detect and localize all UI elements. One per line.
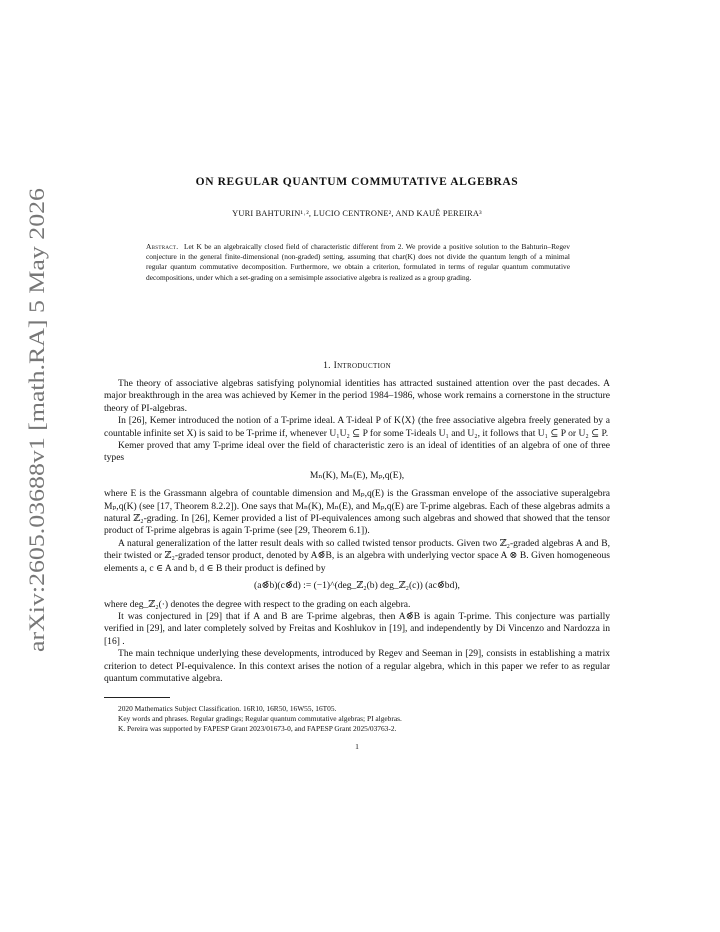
paragraph-6: where deg_ℤ₂(·) denotes the degree with respect to the grading on each algebra. — [104, 598, 411, 610]
abstract-label: Abstract. — [146, 242, 179, 251]
paragraph-8: The main technique underlying these developments, introduced by Regev and Seeman in [29], consists in establishing a matrix criterion to detect PI-equivalence. In this context arises the notion of a regular algebra, which in this paper we refer to as regular quantum commutative algebra. — [104, 648, 610, 684]
paragraph-3: Kemer proved that amy T-prime ideal over the field of characteristic zero is an ideal of identities of an algebra of one of three types — [104, 440, 610, 464]
section-heading: 1. Introduction — [323, 360, 391, 371]
display-equation-2: (a⊗̄b)(c⊗̄d) := (−1)^(deg_ℤ₂(b) deg_ℤ₂(c)) (ac⊗̄bd), — [254, 580, 460, 592]
footnote-msc: 2020 Mathematics Subject Classification. 16R10, 16R50, 16W55, 16T05. — [118, 704, 337, 713]
paragraph-7: It was conjectured in [29] that if A and B are T-prime algebras, then A⊗̄B is again T-prime. This conjecture was partially verified in [29], and later completely solved by Freitas and Koshlukov in [19], and independently by Di Vincenzo and Nardozza in [16] . — [104, 610, 610, 647]
footnote-funding: K. Pereira was supported by FAPESP Grant 2023/01673-0, and FAPESP Grant 2025/03763-2. — [118, 724, 397, 734]
footnote-rule — [104, 697, 170, 698]
arxiv-stamp-text: arXiv:2605.03688v1 [math.RA] 5 May 2026 — [24, 248, 49, 652]
paragraph-2: In [26], Kemer introduced the notion of a T-prime ideal. A T-ideal P of K⟨X⟩ (the free associative algebra freely generated by a countable infinite set X) is said to be T-prime if, whenever U₁U₂ ⊆ P for some T-ideals U₁ and U₂, it follows that U₁ ⊆ P or U₂ ⊆ P. — [104, 415, 610, 439]
paragraph-5: A natural generalization of the latter result deals with so called twisted tensor products. Given two ℤ₂-graded algebras A and B, their twisted or ℤ₂-graded tensor product, denoted by A⊗̄B, is an algebra with underlying vector space A ⊗ B. Given homogeneous elements a, c ∈ A and b, d ∈ B their product is defined by — [104, 537, 610, 574]
paper-title: ON REGULAR QUANTUM COMMUTATIVE ALGEBRAS — [195, 176, 519, 188]
section-body — [104, 378, 610, 685]
display-equation-1: Mₙ(K), Mₙ(E), Mₚ,q(E), — [309, 469, 405, 481]
abstract — [146, 242, 570, 283]
footnotes — [104, 704, 610, 735]
abstract-text: Let K be an algebraically closed field of characteristic different from 2. We provide a positive solution to the Bahturin–Regev conjecture in the general finite-dimensional (non-graded) setting, assuming that char(K) does not divide the quantum length of a minimal regular quantum commutative decomposition. Furthermore, we obtain a criterion, formulated in terms of regular quantum commutative decompositions, under which a set-grading on a semisimple associative algebra is realized as a group grading. — [146, 242, 570, 282]
arxiv-identifier-stamp — [4, 180, 64, 660]
paragraph-4: where E is the Grassmann algebra of countable dimension and Mₚ,q(E) is the Grassman envelope of the associative superalgebra Mₚ,q(K) (see [17, Theorem 8.2.2]). One says that Mₙ(K), Mₙ(E), and Mₚ,q(E) are T-prime algebras. Each of these algebras admits a natural ℤ₂-grading. In [26], Kemer provided a list of PI-equivalences among such algebras and showed that showed that the tensor product of T-prime algebras is again T-prime (see [29, Theorem 6.1]). — [104, 488, 610, 537]
paragraph-1: The theory of associative algebras satisfying polynomial identities has attracted sustained attention over the past decades. A major breakthrough in the area was achieved by Kemer in the period 1984–1986, whose work remains a cornerstone in the structure theory of PI-algebras. — [104, 378, 610, 414]
page-number: 1 — [355, 742, 359, 751]
author-list: YURI BAHTURIN¹˒², LUCIO CENTRONE², AND KAUÊ PEREIRA³ — [232, 209, 482, 218]
footnote-keywords: Key words and phrases. Regular gradings; Regular quantum commutative algebras; PI algebras. — [118, 714, 402, 724]
